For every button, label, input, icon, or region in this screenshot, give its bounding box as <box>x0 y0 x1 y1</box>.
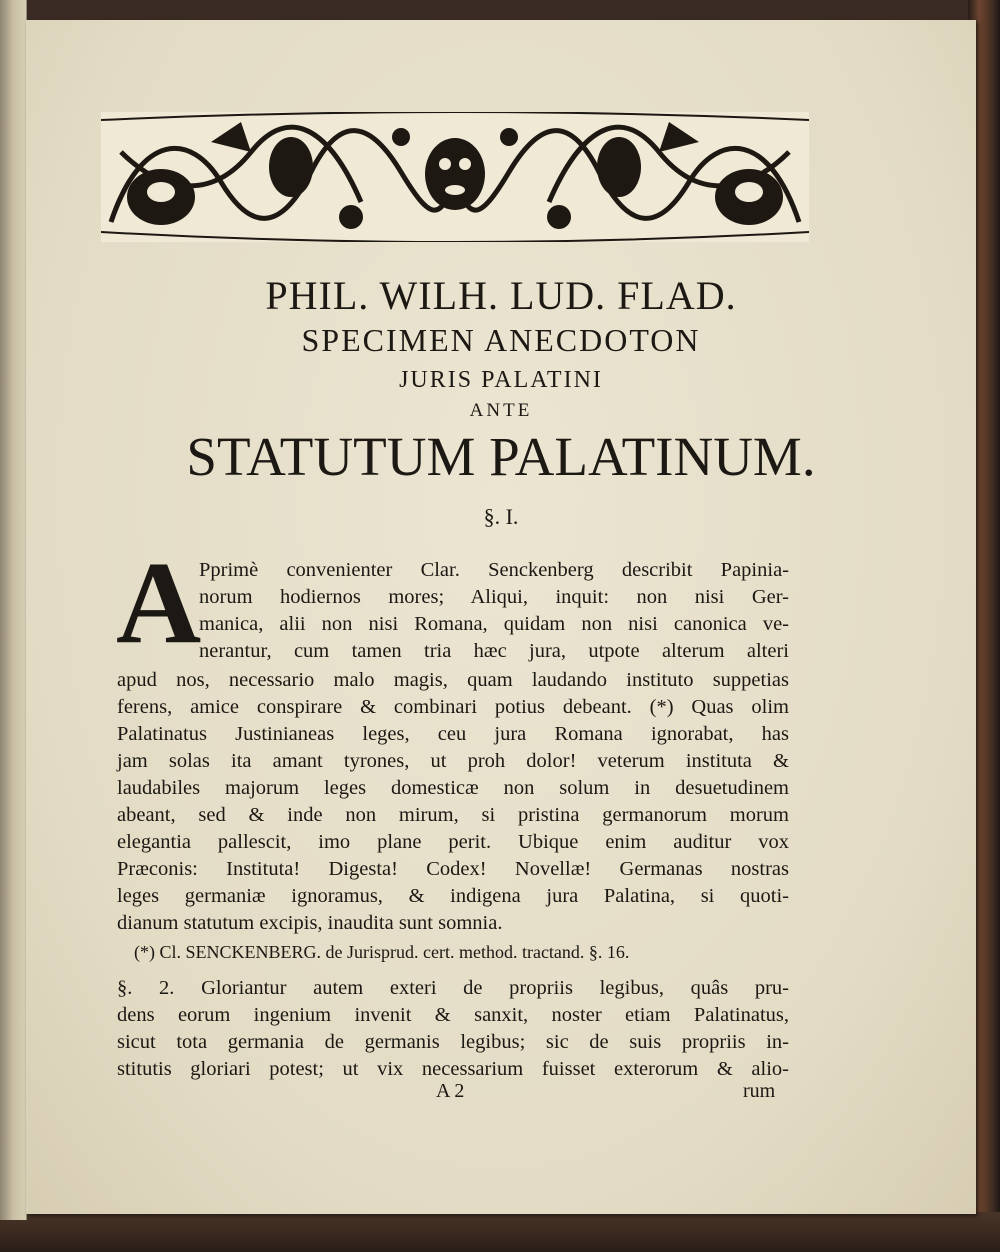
body-line: Palatinatus Justinianeas leges, ceu jura Romana ignorabat, has <box>117 723 789 745</box>
title-author: PHIL. WILH. LUD. FLAD. <box>265 273 737 318</box>
body-line: ferens, amice conspirare & combinari potius debeant. (*) Quas olim <box>117 696 789 718</box>
book-page <box>26 20 976 1214</box>
body-line: nerantur, cum tamen tria hæc jura, utpote alterum alteri <box>199 640 789 662</box>
title-ante: ANTE <box>469 400 533 421</box>
body-line: jam solas ita amant tyrones, ut proh dolor! veterum instituta & <box>117 750 789 772</box>
ornamental-headpiece <box>101 112 809 242</box>
title-juris: JURIS PALATINI <box>399 367 603 393</box>
title-statutum: STATUTUM PALATINUM. <box>186 426 816 487</box>
body-line: dianum statutum excipis, inaudita sunt somnia. <box>117 912 503 934</box>
drop-cap: A <box>116 537 202 668</box>
section-mark: §. I. <box>483 504 519 529</box>
previous-page-edge <box>0 0 27 1220</box>
body-line: Præconis: Instituta! Digesta! Codex! Novellæ! Germanas nostras <box>117 858 789 880</box>
footnote: (*) Cl. SENCKENBERG. de Jurisprud. cert. method. tractand. §. 16. <box>134 942 630 962</box>
catchword: rum <box>743 1080 776 1102</box>
body-line: laudabiles majorum leges domesticæ non solum in desuetudinem <box>117 777 789 799</box>
body-line: elegantia pallescit, imo plane perit. Ubique enim auditur vox <box>117 831 789 853</box>
body-line: abeant, sed & inde non mirum, si pristina germanorum morum <box>117 804 789 826</box>
body-line: leges germaniæ ignoramus, & indigena jura Palatina, si quoti- <box>117 885 789 907</box>
body-line: apud nos, necessario malo magis, quam laudando instituto suppetias <box>117 669 789 691</box>
body-line: manica, alii non nisi Romana, quidam non nisi canonica ve- <box>199 613 789 635</box>
body-line: norum hodiernos mores; Aliqui, inquit: non nisi Ger- <box>199 586 789 608</box>
section2-line: dens eorum ingenium invenit & sanxit, noster etiam Palatinatus, <box>117 1004 789 1026</box>
section2-line: sicut tota germania de germanis legibus; sic de suis propriis in- <box>117 1031 789 1053</box>
body-line: Pprimè convenienter Clar. Senckenberg describit Papinia- <box>199 559 789 581</box>
section2-line: stitutis gloriari potest; ut vix necessarium fuisset exterorum & alio- <box>117 1058 789 1080</box>
title-specimen: SPECIMEN ANECDOTON <box>301 322 701 358</box>
signature-mark: A 2 <box>436 1080 465 1102</box>
section2-line: §. 2. Gloriantur autem exteri de propriis legibus, quâs pru- <box>117 977 789 999</box>
book-cover-edge-bottom <box>0 1212 1000 1252</box>
